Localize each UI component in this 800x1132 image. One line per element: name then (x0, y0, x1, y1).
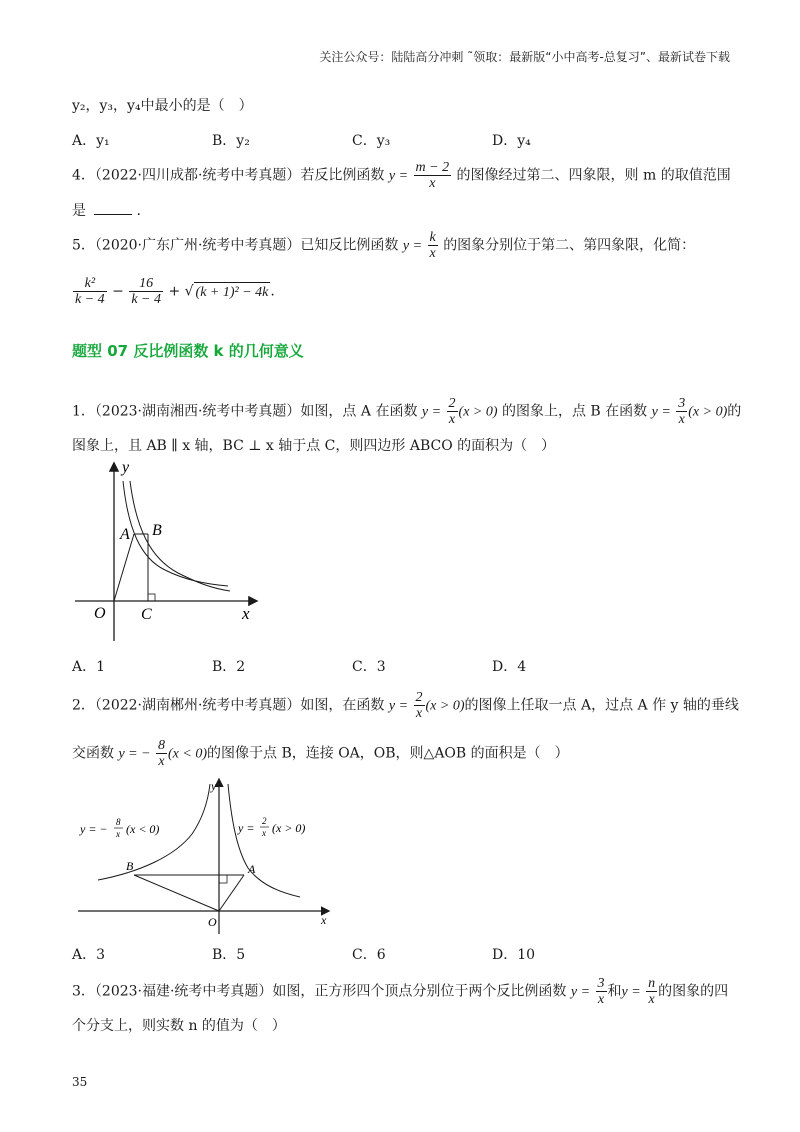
p2-frac1 (414, 690, 425, 721)
p1-label-a: A (120, 526, 130, 543)
p2-segment-ob (134, 875, 219, 911)
q3-option-d: D．y₄ (492, 133, 531, 149)
p2-frac2 (156, 738, 167, 769)
q5-expr-frac2 (129, 276, 163, 307)
q5-frac-den: x (429, 246, 436, 261)
p1-curve-outer (130, 481, 230, 591)
p3-frac2 (646, 976, 657, 1007)
p1-frac1-num: 2 (448, 396, 456, 411)
p3-suffix: 的图象的四 (658, 983, 729, 1000)
q3-option-b: B．y₂ (212, 133, 250, 149)
p1-label-b: B (152, 522, 162, 539)
section-title: 题型 07 反比例函数 k 的几何意义 (72, 342, 304, 360)
p3-line1 (72, 976, 728, 1007)
q4-line2-suffix: . (136, 203, 141, 219)
p3-y-eq: y = (570, 984, 591, 1000)
p1-tail: 的 (727, 403, 742, 420)
p1-frac1-den: x (448, 412, 456, 427)
q5-expr-frac1-num: k² (73, 276, 107, 292)
p2-cond1: (x > 0) (425, 698, 465, 714)
p2-left-num: 8 (116, 817, 121, 827)
p2-label-y: y (211, 779, 217, 793)
p1-line1 (72, 396, 741, 427)
p1-segment-oa (114, 534, 134, 601)
right-angle-mark (148, 594, 155, 601)
sqrt-sign: √ (184, 283, 194, 300)
p2-y-eq: y = (388, 698, 409, 714)
p2-option-b: B．5 (212, 947, 246, 963)
q5-expression (72, 276, 275, 307)
p3-and: 和 (607, 983, 622, 1000)
p2-right-cond: (x > 0) (272, 821, 306, 835)
p2-left-den: x (116, 829, 120, 839)
p2-frac2-den: x (158, 754, 165, 769)
p2-left-cond: (x < 0) (126, 822, 160, 836)
q5-expr-minus: − (112, 283, 124, 300)
p2-left-eq: y = − (80, 822, 108, 836)
p2-option-c: C．6 (352, 947, 386, 963)
p1-option-b: B．2 (212, 659, 246, 675)
q5-expr-frac2-num: 16 (129, 276, 163, 292)
p3-frac1-den: x (597, 992, 605, 1007)
p2-y-eq2: y = − (118, 746, 151, 762)
p2-label-b: B (126, 859, 134, 873)
q5-expr-plus: + (168, 283, 181, 300)
q5-prefix: 5．（2020·广东广州·统考中考真题）已知反比例函数 (72, 237, 399, 254)
q4-fraction (414, 160, 452, 191)
q5-expr-frac1-den: k − 4 (75, 292, 105, 307)
q5-expr-frac1 (73, 276, 107, 307)
p1-y-eq: y = (421, 404, 442, 420)
page-number: 35 (72, 1075, 88, 1089)
p2-frac1-den: x (415, 706, 423, 721)
q4-line1 (72, 160, 731, 191)
q5-expr-sqrt: (k + 1)² − 4k (194, 282, 271, 303)
q3-tail-text: y₂，y₃，y₄中最小的是（ ） (72, 98, 253, 114)
p2-option-d: D．10 (492, 947, 536, 963)
q5-expr-frac2-den: k − 4 (131, 292, 161, 307)
p2-right-num: 2 (262, 816, 267, 826)
p2-right-eq: y = (238, 821, 255, 835)
p1-label-c: C (141, 606, 152, 623)
q5-y-eq: y = (402, 238, 423, 254)
p3-frac2-den: x (648, 992, 655, 1007)
p3-line2: 个分支上，则实数 n 的值为（ ） (72, 1018, 286, 1034)
p1-mid: 的图象上，点 B 在函数 (501, 403, 648, 420)
q5-suffix: 的图象分别位于第二、第四象限，化简： (443, 237, 696, 254)
p2-frac1-num: 2 (415, 690, 423, 705)
p2-segment-oa (219, 875, 244, 911)
q5-frac-num: k (429, 230, 436, 245)
p2-figure (70, 776, 340, 936)
p2-frac2-num: 8 (158, 738, 166, 753)
p3-frac1 (596, 976, 607, 1007)
q4-suffix: 的图像经过第二、四象限，则 m 的取值范围 (456, 167, 731, 184)
p2-curve-right (228, 784, 300, 897)
q5-fraction (428, 230, 438, 261)
q4-frac-num: m − 2 (415, 160, 450, 175)
q5-expr-end: . (270, 283, 275, 300)
p2-line2-prefix: 交函数 (72, 745, 114, 762)
q4-prefix: 4．（2022·四川成都·统考中考真题）若反比例函数 (72, 167, 385, 184)
p2-line1 (72, 690, 739, 721)
p2-right-den: x (262, 828, 266, 838)
p2-label-x: x (321, 913, 327, 927)
p1-label-o: O (94, 605, 106, 622)
q4-y-eq: y = (388, 168, 409, 184)
p3-frac1-num: 3 (597, 976, 605, 991)
p2-prefix: 2．（2022·湖南郴州·统考中考真题）如图，在函数 (72, 697, 385, 714)
answer-blank[interactable] (94, 200, 132, 215)
p1-frac1 (447, 396, 458, 427)
p1-label-y: y (122, 459, 130, 476)
p1-y-eq2: y = (651, 404, 671, 420)
p1-cond1: (x > 0) (458, 404, 498, 420)
p1-prefix: 1．（2023·湖南湘西·统考中考真题）如图，点 A 在函数 (72, 403, 418, 420)
page-header: 关注公众号：陆陆高分冲刺 ˜领取：最新版“小中高考-总复习”、最新试卷下载 (319, 50, 730, 64)
q4-line2 (72, 200, 141, 221)
p1-label-x: x (242, 604, 250, 623)
p2-cond2: (x < 0) (168, 746, 208, 762)
p1-figure (70, 458, 270, 648)
p1-frac2 (676, 396, 687, 427)
p2-line2 (72, 738, 569, 769)
p2-label-o: O (208, 915, 217, 929)
p1-option-d: D．4 (492, 659, 527, 675)
p1-frac2-den: x (678, 412, 685, 427)
q4-line2-prefix: 是 (72, 203, 86, 219)
p1-cond2: (x > 0) (688, 404, 728, 420)
p1-line2: 图象上，且 AB ∥ x 轴，BC ⊥ x 轴于点 C，则四边形 ABCO 的面积为（ ） (72, 438, 556, 454)
p3-frac2-num: n (648, 976, 656, 991)
p2-label-a: A (248, 862, 256, 876)
p2-suffix: 的图像上任取一点 A，过点 A 作 y 轴的垂线 (464, 697, 739, 714)
p3-y-eq2: y = (621, 984, 641, 1000)
p1-frac2-num: 3 (678, 396, 686, 411)
q3-option-c: C．y₃ (352, 133, 391, 149)
p2-option-a: A．3 (72, 947, 106, 963)
q5-line1 (72, 230, 695, 261)
right-angle-mark (219, 875, 227, 883)
q3-option-a: A．y₁ (72, 133, 110, 149)
p2-line2-suffix: 的图像于点 B，连接 OA，OB，则△AOB 的面积是（ ） (207, 745, 569, 762)
p3-prefix: 3．（2023·福建·统考中考真题）如图，正方形四个顶点分别位于两个反比例函数 (72, 983, 567, 1000)
q4-frac-den: x (429, 176, 436, 191)
p1-option-c: C．3 (352, 659, 386, 675)
p1-option-a: A．1 (72, 659, 106, 675)
